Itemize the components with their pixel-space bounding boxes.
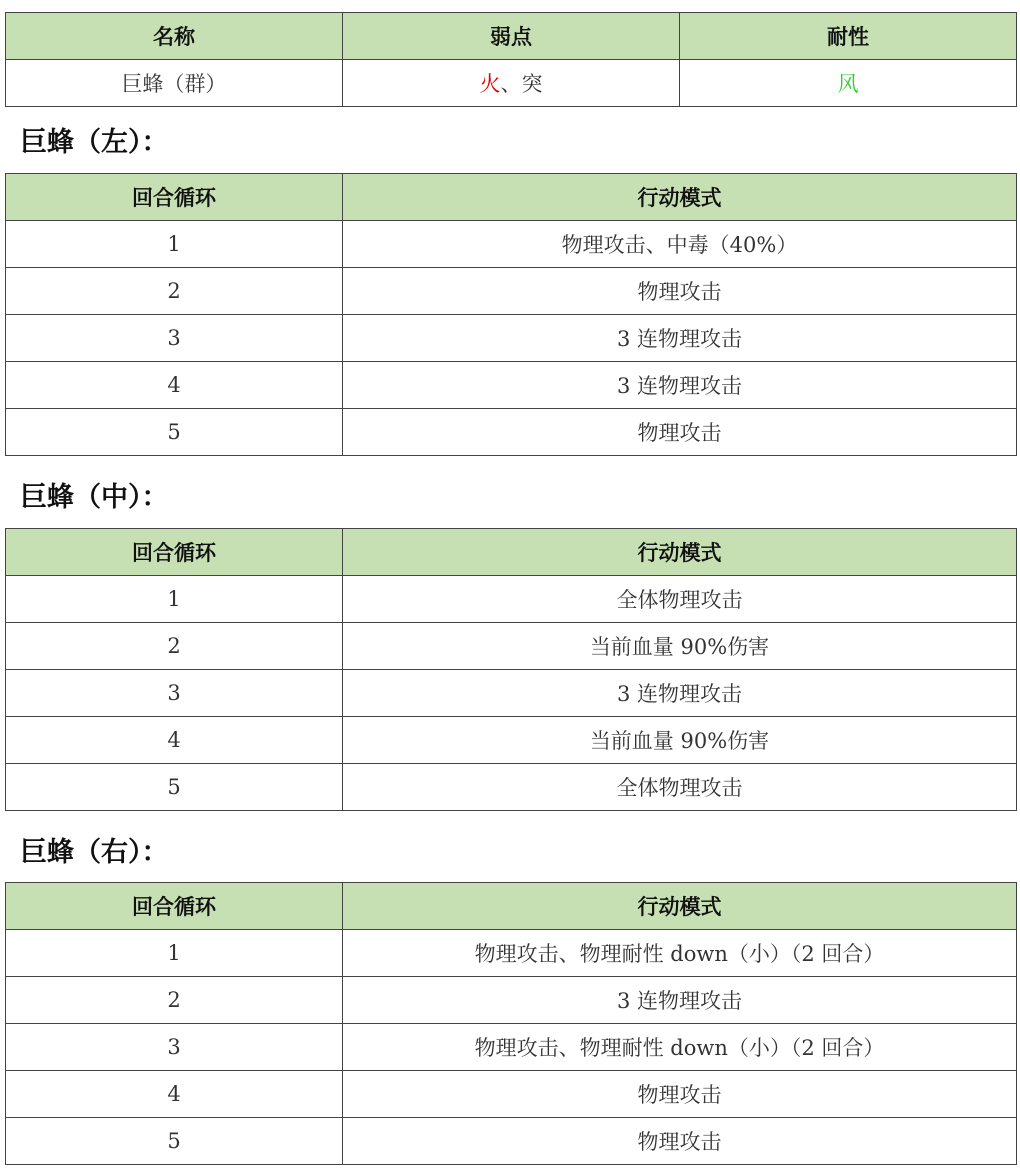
weakness-pierce: 、突	[500, 72, 543, 96]
table-header-row	[6, 883, 1017, 930]
action-cell: 物理攻击	[343, 268, 1017, 315]
header-action: 行动模式	[343, 529, 1017, 576]
turn-cell: 2	[6, 268, 343, 315]
header-resistance: 耐性	[680, 13, 1017, 60]
section-title-left: 巨蜂（左）：	[20, 127, 169, 158]
table-row	[6, 717, 1017, 764]
action-table-middle	[5, 528, 1017, 811]
enemy-name: 巨蜂（群）	[6, 60, 343, 107]
turn-cell: 4	[6, 1071, 343, 1118]
action-table-left	[5, 173, 1017, 456]
action-cell: 物理攻击	[343, 1071, 1017, 1118]
turn-cell: 2	[6, 977, 343, 1024]
action-cell: 物理攻击、中毒（40%）	[343, 221, 1017, 268]
action-table-right	[5, 882, 1017, 1165]
header-turn: 回合循环	[6, 174, 343, 221]
header-action: 行动模式	[343, 883, 1017, 930]
turn-cell: 1	[6, 930, 343, 977]
header-name: 名称	[6, 13, 343, 60]
table-row	[6, 1118, 1017, 1165]
section-title-right: 巨蜂（右）：	[20, 837, 169, 868]
turn-cell: 3	[6, 670, 343, 717]
action-cell: 3 连物理攻击	[343, 977, 1017, 1024]
turn-cell: 5	[6, 764, 343, 811]
enemy-info-table	[5, 12, 1017, 107]
table-row	[6, 623, 1017, 670]
table-row	[6, 977, 1017, 1024]
turn-cell: 1	[6, 576, 343, 623]
table-row	[6, 1024, 1017, 1071]
turn-cell: 2	[6, 623, 343, 670]
table-row	[6, 60, 1017, 107]
table-row	[6, 409, 1017, 456]
action-cell: 3 连物理攻击	[343, 362, 1017, 409]
turn-cell: 5	[6, 1118, 343, 1165]
action-cell: 物理攻击	[343, 409, 1017, 456]
table-row	[6, 268, 1017, 315]
table-row	[6, 576, 1017, 623]
weakness-fire: 火	[479, 72, 501, 96]
table-row	[6, 362, 1017, 409]
turn-cell: 3	[6, 1024, 343, 1071]
table-header-row	[6, 529, 1017, 576]
action-cell: 物理攻击、物理耐性 down（小）（2 回合）	[343, 930, 1017, 977]
action-cell: 物理攻击、物理耐性 down（小）（2 回合）	[343, 1024, 1017, 1071]
header-weakness: 弱点	[343, 13, 680, 60]
action-cell: 全体物理攻击	[343, 764, 1017, 811]
action-cell: 物理攻击	[343, 1118, 1017, 1165]
action-cell: 全体物理攻击	[343, 576, 1017, 623]
section-title-middle: 巨蜂（中）：	[20, 482, 169, 513]
turn-cell: 3	[6, 315, 343, 362]
enemy-resistance: 风	[680, 60, 1017, 107]
table-header-row	[6, 13, 1017, 60]
header-action: 行动模式	[343, 174, 1017, 221]
action-cell: 当前血量 90%伤害	[343, 623, 1017, 670]
action-cell: 3 连物理攻击	[343, 670, 1017, 717]
table-row	[6, 930, 1017, 977]
table-row	[6, 1071, 1017, 1118]
table-header-row	[6, 174, 1017, 221]
turn-cell: 1	[6, 221, 343, 268]
turn-cell: 4	[6, 362, 343, 409]
enemy-weakness	[343, 60, 680, 107]
header-turn: 回合循环	[6, 529, 343, 576]
action-cell: 3 连物理攻击	[343, 315, 1017, 362]
turn-cell: 4	[6, 717, 343, 764]
table-row	[6, 221, 1017, 268]
table-row	[6, 670, 1017, 717]
table-row	[6, 315, 1017, 362]
table-row	[6, 764, 1017, 811]
action-cell: 当前血量 90%伤害	[343, 717, 1017, 764]
turn-cell: 5	[6, 409, 343, 456]
header-turn: 回合循环	[6, 883, 343, 930]
